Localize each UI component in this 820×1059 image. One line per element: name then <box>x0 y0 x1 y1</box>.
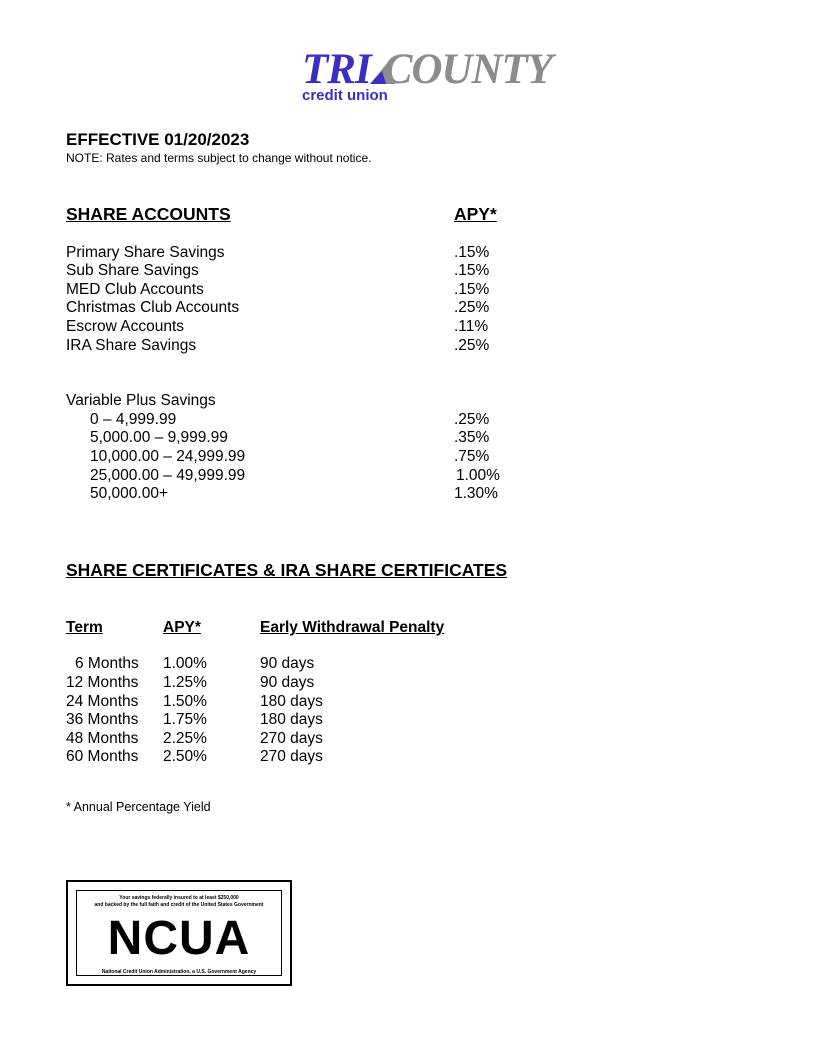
certificate-row <box>0 729 820 748</box>
term-column-header: Term <box>66 619 103 636</box>
apy-footnote: * Annual Percentage Yield <box>66 800 211 814</box>
variable-plus-tier <box>0 428 820 447</box>
variable-plus-tier <box>0 410 820 429</box>
tricounty-logo <box>302 48 562 108</box>
share-accounts-heading: SHARE ACCOUNTS <box>66 204 231 224</box>
effective-date: EFFECTIVE 01/20/2023 <box>66 130 250 149</box>
certificate-penalty: 180 days <box>260 711 323 728</box>
certificate-term: 24 Months <box>66 693 139 710</box>
share-account-row <box>0 317 820 336</box>
tier-range: 0 – 4,999.99 <box>90 411 177 428</box>
share-account-row <box>0 261 820 280</box>
certificate-apy: 1.50% <box>163 693 207 710</box>
certificate-row <box>0 710 820 729</box>
certificate-apy: 1.00% <box>163 655 207 672</box>
tier-range: 50,000.00+ <box>90 485 169 502</box>
certificate-penalty: 270 days <box>260 730 323 747</box>
ncua-name: NCUA <box>107 912 251 965</box>
certificate-term: 36 Months <box>66 711 139 728</box>
variable-plus-tier <box>0 484 820 503</box>
certificate-apy: 1.25% <box>163 674 207 691</box>
variable-plus-tier <box>0 447 820 466</box>
variable-plus-title-row <box>0 391 820 410</box>
tier-apy: .25% <box>454 411 490 428</box>
rates-note: NOTE: Rates and terms subject to change without notice. <box>66 151 372 165</box>
share-account-name: Primary Share Savings <box>66 244 225 261</box>
share-account-name: Christmas Club Accounts <box>66 299 240 316</box>
tier-apy: .35% <box>454 429 490 446</box>
ncua-badge-frame <box>76 890 282 976</box>
logo-subtitle: credit union <box>302 87 388 104</box>
share-account-apy: .15% <box>454 262 490 279</box>
certificate-apy: 2.50% <box>163 748 207 765</box>
share-account-apy: .11% <box>454 318 489 335</box>
share-account-name: Escrow Accounts <box>66 318 185 335</box>
variable-plus-tier <box>0 466 820 485</box>
certificate-term: 48 Months <box>66 730 139 747</box>
logo-tri-text: TRI <box>302 46 371 93</box>
certificate-term: 12 Months <box>66 674 139 691</box>
share-account-row <box>0 243 820 262</box>
certificate-row <box>0 654 820 673</box>
certificate-row <box>0 692 820 711</box>
share-account-apy: .25% <box>454 299 490 316</box>
ncua-line-1: Your savings federally insured to at least $250,000 <box>119 895 239 901</box>
certificate-apy: 1.75% <box>163 711 207 728</box>
ncua-insurance-badge <box>66 880 292 986</box>
certificate-penalty: 90 days <box>260 674 315 691</box>
share-account-apy: .15% <box>454 244 490 261</box>
share-accounts-apy-heading: APY* <box>454 204 497 224</box>
logo-county-text: COUNTY <box>383 46 553 93</box>
certificate-row <box>0 747 820 766</box>
share-account-apy: .15% <box>454 281 490 298</box>
share-account-row <box>0 280 820 299</box>
certificate-term: 6 Months <box>75 655 139 672</box>
tier-apy: .75% <box>454 448 490 465</box>
share-account-apy: .25% <box>454 337 490 354</box>
tier-apy: 1.00% <box>456 467 500 484</box>
certificate-penalty: 270 days <box>260 748 323 765</box>
ncua-line-2: and backed by the full faith and credit of the United States Government <box>94 902 264 908</box>
certificates-heading: SHARE CERTIFICATES & IRA SHARE CERTIFICATES <box>66 560 508 580</box>
certificate-term: 60 Months <box>66 748 139 765</box>
share-account-name: Sub Share Savings <box>66 262 199 279</box>
tier-range: 25,000.00 – 49,999.99 <box>90 467 246 484</box>
certificate-row <box>0 673 820 692</box>
variable-plus-title: Variable Plus Savings <box>66 392 216 409</box>
tier-apy: 1.30% <box>454 485 498 502</box>
tier-range: 10,000.00 – 24,999.99 <box>90 448 246 465</box>
share-account-row <box>0 298 820 317</box>
tier-range: 5,000.00 – 9,999.99 <box>90 429 228 446</box>
share-account-name: IRA Share Savings <box>66 337 197 354</box>
penalty-column-header: Early Withdrawal Penalty <box>260 619 445 636</box>
share-account-row <box>0 336 820 355</box>
share-account-name: MED Club Accounts <box>66 281 204 298</box>
certificate-penalty: 180 days <box>260 693 323 710</box>
ncua-line-3: National Credit Union Administration, a U.S. Government Agency <box>101 969 257 975</box>
apy-column-header: APY* <box>163 619 201 636</box>
certificate-apy: 2.25% <box>163 730 207 747</box>
certificate-penalty: 90 days <box>260 655 315 672</box>
